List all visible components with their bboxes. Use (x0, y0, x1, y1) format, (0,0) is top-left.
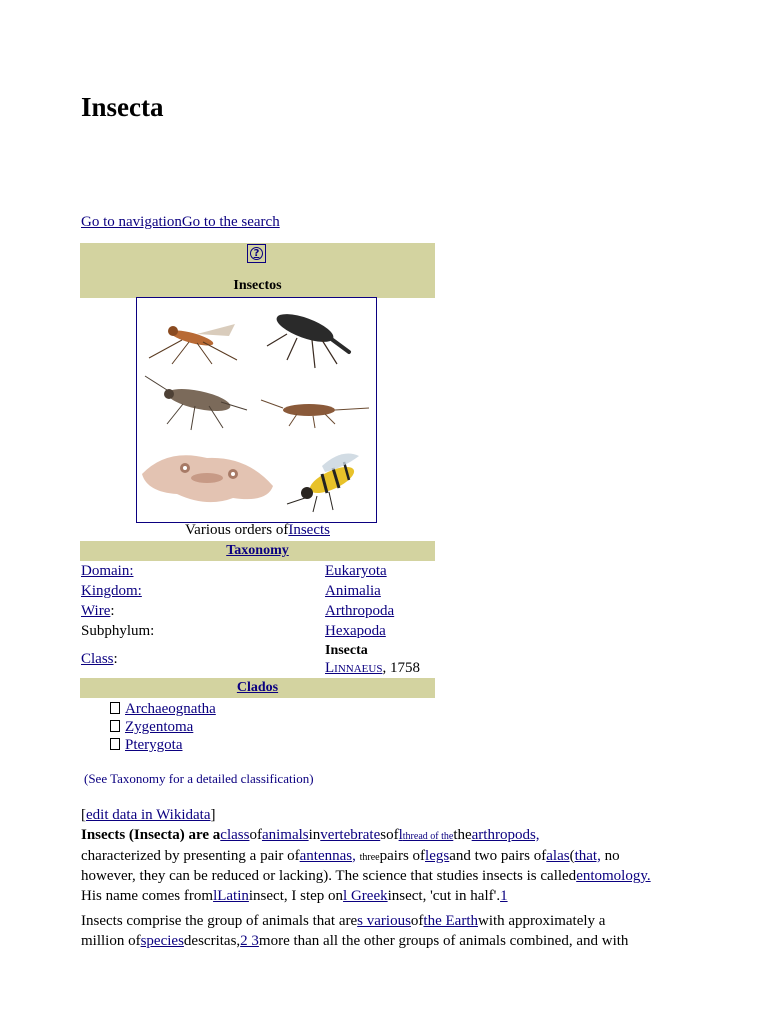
arthropods-link[interactable]: arthropods, (471, 827, 540, 843)
missing-glyph-icon (110, 738, 120, 750)
page-title: Insecta (81, 92, 164, 122)
second-paragraph: Insects comprise the group of animals that ares variousofthe Earthwith approximately a million ofspeciesdescritas,2 3more than all the other groups of animals combined, and with (81, 913, 629, 949)
wire-link[interactable]: Wire (81, 603, 111, 619)
linnaeus-link[interactable]: Linnaeus (325, 660, 383, 676)
legs-link[interactable]: legs (425, 847, 450, 864)
taxonomy-header (80, 541, 435, 561)
kingdom-link[interactable]: Kingdom: (81, 583, 142, 599)
infobox-name: Insectos (233, 278, 282, 293)
insect-illustrations (137, 298, 376, 522)
eukaryota-link[interactable]: Eukaryota (325, 563, 387, 579)
taxonomy-row-class: Class: Insecta Linnaeus, 1758 (81, 643, 420, 676)
pterygota-link[interactable]: Pterygota (125, 737, 183, 753)
image-caption: Various orders ofInsects (185, 522, 330, 538)
infobox-header (80, 243, 435, 298)
earth-link[interactable]: the Earth (423, 913, 478, 929)
zygentoma-link[interactable]: Zygentoma (125, 719, 194, 735)
clados-header (80, 678, 435, 698)
latin-link[interactable]: lLatin (213, 887, 249, 904)
domain-link[interactable]: Domain: (81, 563, 134, 579)
go-to-navigation-link[interactable]: Go to navigation (81, 214, 182, 230)
fly-illustration (149, 324, 237, 364)
edit-wikidata: [edit data in Wikidata] (81, 807, 216, 823)
moth-illustration (142, 455, 273, 502)
entomology-link[interactable]: entomology. (576, 868, 651, 884)
greek-link[interactable]: l Greek (343, 887, 388, 904)
help-icon[interactable] (247, 244, 266, 263)
infobox: ? Insectos Various orders ofInsects Taxonomy Domain: Eukaryota Kingdom: Animalia Wire: Arthropoda Subphylum: Hexapoda Class: Insecta Linnaeus, 1758 Clados Archaeognatha Zygentoma Pterygota (80, 243, 435, 298)
see-taxonomy-note[interactable]: (See Taxonomy for a detailed classification) (84, 771, 314, 786)
animals-link[interactable]: animals (261, 827, 309, 843)
missing-glyph-icon (110, 720, 120, 732)
intro-paragraph: Insects (Insecta) are aclassofanimalsinvertebratesoflthread of thethearthropods, characterized by presenting a pair ofantennas, threepairs oflegsand two pairs ofalas(that, no however, they can be reduced or lacking). The science that studies insects is calledentomology. His name comes fromlLatininsect, I step onl Greekinsect, 'cut in half'.1 (81, 827, 651, 904)
species-link[interactable]: species (140, 932, 184, 949)
list-item (110, 701, 216, 718)
antennas-link[interactable]: antennas, (299, 847, 356, 864)
reference-1-link[interactable]: 1 (500, 887, 508, 904)
alas-link[interactable]: alas (546, 847, 570, 864)
skip-links (81, 214, 280, 231)
clados-link[interactable]: Clados (236, 680, 279, 695)
animalia-link[interactable]: Animalia (325, 583, 381, 599)
beetle-illustration (267, 308, 349, 368)
that-link[interactable]: that, (574, 847, 601, 864)
archaeognatha-link[interactable]: Archaeognatha (125, 701, 216, 717)
list-item (110, 719, 193, 736)
reference-2-3-link[interactable]: 2 3 (240, 932, 259, 949)
thread-link[interactable]: lthread of the (398, 827, 454, 843)
bug-illustration (145, 376, 247, 430)
go-to-search-link[interactable]: Go to the search (181, 214, 280, 230)
insects-caption-link[interactable]: Insects (288, 522, 330, 538)
arthropoda-link[interactable]: Arthropoda (325, 603, 395, 619)
authority-year: , 1758 (382, 660, 420, 676)
insect-orders-image[interactable] (136, 297, 377, 523)
various-link[interactable]: s various (357, 913, 411, 929)
list-item (110, 737, 183, 754)
subphylum-label: Subphylum: (81, 623, 155, 639)
invertebrates-link[interactable]: vertebrate (320, 827, 381, 843)
question-icon: ? (250, 247, 263, 260)
edit-wikidata-link[interactable]: edit data in Wikidata (86, 807, 211, 823)
class-value: Insecta (325, 643, 368, 658)
class-link[interactable]: Class (81, 651, 114, 667)
taxonomy-link[interactable]: Taxonomy (226, 543, 289, 558)
class-article-link[interactable]: class (220, 827, 250, 843)
hexapoda-link[interactable]: Hexapoda (325, 623, 386, 639)
bristletail-illustration (261, 400, 369, 428)
missing-glyph-icon (110, 702, 120, 714)
wasp-illustration (287, 454, 359, 512)
